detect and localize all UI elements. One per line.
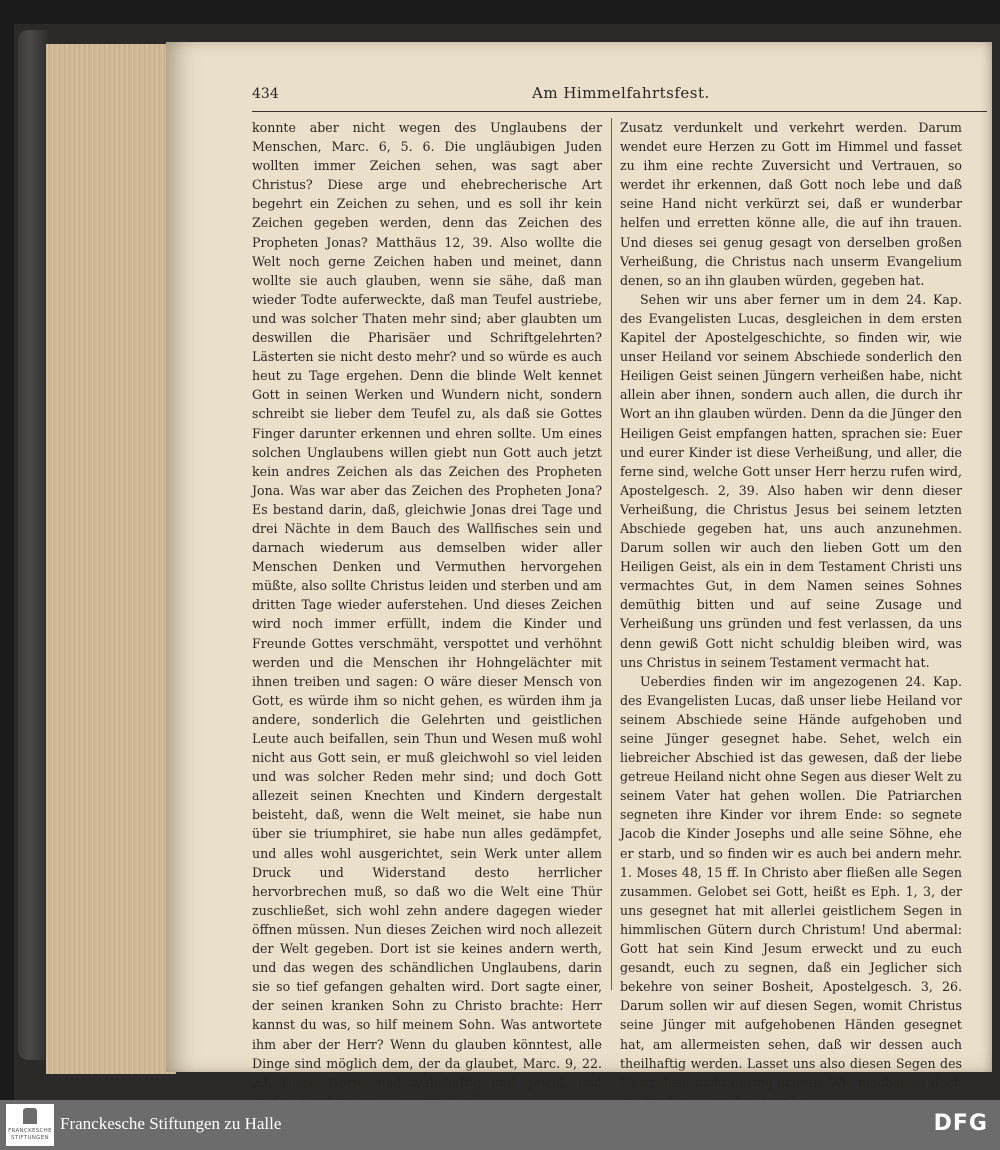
column-divider	[611, 118, 612, 990]
dfg-logo[interactable]: DFG	[933, 1111, 988, 1136]
page-header	[252, 86, 987, 108]
franckesche-logo[interactable]	[6, 1104, 54, 1146]
paragraph: Sehen wir uns aber ferner um in dem 24. Kap. des Evangelisten Lucas, desgleichen in dem ersten Kapitel der Apostelgeschichte, so finden wir, wie unser Heiland vor seinem Abschiede sonderlich den Heiligen Geist seinen Jüngern verheißen habe, nicht allein aber ihnen, sondern auch allen, die durch ihr Wort an ihn glauben würden. Denn da die Jünger den Heiligen Geist empfangen hatten, sprachen sie: Euer und eurer Kinder ist diese Verheißung, und aller, die ferne sind, welche Gott unser Herr herzu rufen wird, Apostelgesch. 2, 39. Also haben wir denn dieser Verheißung, die Christus Jesus bei seinem letzten Abschiede gegeben hat, uns auch anzunehmen. Darum sollen wir auch den lieben Gott um den Heiligen Geist, als ein in dem Testament Christi uns vermachtes Gut, in dem Namen seines Sohnes demüthig bitten und auf seine Zusage und Verheißung uns gründen und fest verlassen, da uns denn gewiß Gott nicht schuldig bleiben wird, was uns Christus in seinem Testament vermacht hat.	[620, 291, 962, 670]
paragraph: Ueberdies finden wir im angezogenen 24. Kap. des Evangelisten Lucas, daß unser liebe Heiland vor seinem Abschiede seine Hände aufgehoben und seine Jünger gesegnet habe. Sehet, welch ein liebreicher Abschied ist das gewesen, daß der liebe getreue Heiland nicht ohne Segen aus dieser Welt zu seinem Vater hat gehen wollen. Die Patriarchen segneten ihre Kinder vor ihrem Ende: so segnete Jacob die Kinder Josephs und alle seine Söhne, ehe er starb, und so finden wir es auch bei andern mehr. 1. Moses 48, 15 ff. In Christo aber fließen alle Segen zusammen. Gelobet sei Gott, heißt es Eph. 1, 3, der uns gesegnet hat mit allerlei geistlichem Segen in himmlischen Gütern durch Christum! Und abermal: Gott hat sein Kind Jesum erweckt und zu euch gesandt, euch zu segnen, daß ein Jeglicher sich bekehre von seiner Bosheit, Apostelgesch. 3, 26. Darum sollen wir auf diesen Segen, womit Christus seine Jünger mit aufgehobenen Händen gesegnet hat, am allermeisten sehen, daß wir dessen auch theilhaftig werden. Lasset uns also diesen Segen des Herrn Jesu nicht gering achten. Wie machen es doch	[620, 673, 962, 1090]
paragraph: Zusatz verdunkelt und verkehrt werden. Darum wendet eure Herzen zu Gott im Himmel und fasset zu ihm eine rechte Zuversicht und Vertrauen, so werdet ihr erkennen, daß Gott noch lebe und daß seine Hand nicht verkürzt sei, daß er wunderbar helfen und erretten könne alle, die auf ihn trauen. Und dieses sei genug gesagt von derselben großen Verheißung, die Christus nach unserm Evangelium denen, so an ihn glauben würden, gegeben hat.	[620, 120, 962, 288]
text-column-right	[620, 118, 962, 1090]
header-rule	[252, 111, 987, 112]
book-cover-edge	[18, 30, 48, 1060]
provider-link[interactable]: Franckesche Stiftungen zu Halle	[60, 1114, 282, 1133]
text-column-left	[252, 118, 602, 1090]
paragraph: konnte aber nicht wegen des Unglaubens der Menschen, Marc. 6, 5. 6. Die ungläubigen Juden wollten immer Zeichen sehen, was sagt aber Christus? Diese arge und ehebrecherische Art begehrt ein Zeichen zu sehen, und es soll ihr kein Zeichen gegeben werden, denn das Zeichen des Propheten Jonas? Matthäus 12, 39. Also wollte die Welt noch gerne Zeichen haben und meinet, dann wollte sie auch glauben, wenn sie sähe, daß man wieder Todte auferweckte, daß man Teufel austriebe, und was solcher Thaten mehr sind; aber glaubten um deswillen die Pharisäer und Schriftgelehrten? Lästerten sie nicht desto mehr? und so würde es auch heut zu Tage ergehen. Denn die blinde Welt kennet Gott in seinen Werken und Wundern nicht, sondern schreibt sie lieber dem Teufel zu, als daß sie Gottes Finger darunter erkennen und ehren sollte. Um eines solchen Unglaubens willen giebt nun Gott auch jetzt kein andres Zeichen als das Zeichen des Propheten Jona. Was war aber das Zeichen des Propheten Jona? Es bestand darin, daß, gleichwie Jonas drei Tage und drei Nächte in dem Bauch des Wallfisches sein und darnach wiederum aus demselben wider aller Menschen Denken und Vermuthen hervorgehen müßte, also sollte Christus leiden und sterben und am dritten Tage wieder auferstehen. Und dieses Zeichen wird noch immer erfüllt, indem die Kinder und Freunde Gottes verschmäht, verspottet und verhöhnt werden und die Menschen ihr Hohngelächter mit ihnen treiben und sagen: O wäre dieser Mensch von Gott, es würde ihm so nicht gehen, es würden ihm ja andere, sonderlich die Gelehrten und geistlichen Leute auch beifallen, sein Thun und Wesen muß wohl nicht aus Gott sein, er muß gleichwohl so viel leiden und was solcher Reden mehr sind; und doch Gott allezeit seinen Knechten und Kindern dergestalt beisteht, daß, wenn die Welt meinet, sie habe nun über sie triumphiret, sie habe nun alles gedämpfet, und alles wohl ausgerichtet, sein Werk unter allem Druck und Widerstand desto herrlicher hervorbrechen muß, so daß wo die Welt eine Thür zuschließet, sich wohl zehn andere dagegen wieder öffnen müssen. Nun dieses Zeichen wird noch allezeit der Welt gegeben. Dort ist sie keines andern werth, und das wegen des schändlichen Unglaubens, darin sie so tief gefangen gehalten wird. Dort sagte einer, der seinen kranken Sohn zu Christo brachte: Herr kannst du was, so hilf meinem Sohn. Was antwortete ihm aber der Herr? Wenn du glauben könntest, alle Dinge sind möglich dem, der da glaubet, Marc. 9, 22. 23. Diese Worte sind wahrhaftig und gewiß, und	[252, 120, 602, 1090]
page-number: 434	[252, 86, 279, 102]
building-icon	[23, 1108, 37, 1124]
running-title: Am Himmelfahrtsfest.	[532, 84, 710, 102]
viewer-footer	[0, 1100, 1000, 1150]
page-edges	[46, 44, 176, 1074]
logo-text: FRANCKESCHE STIFTUNGEN	[8, 1128, 52, 1141]
